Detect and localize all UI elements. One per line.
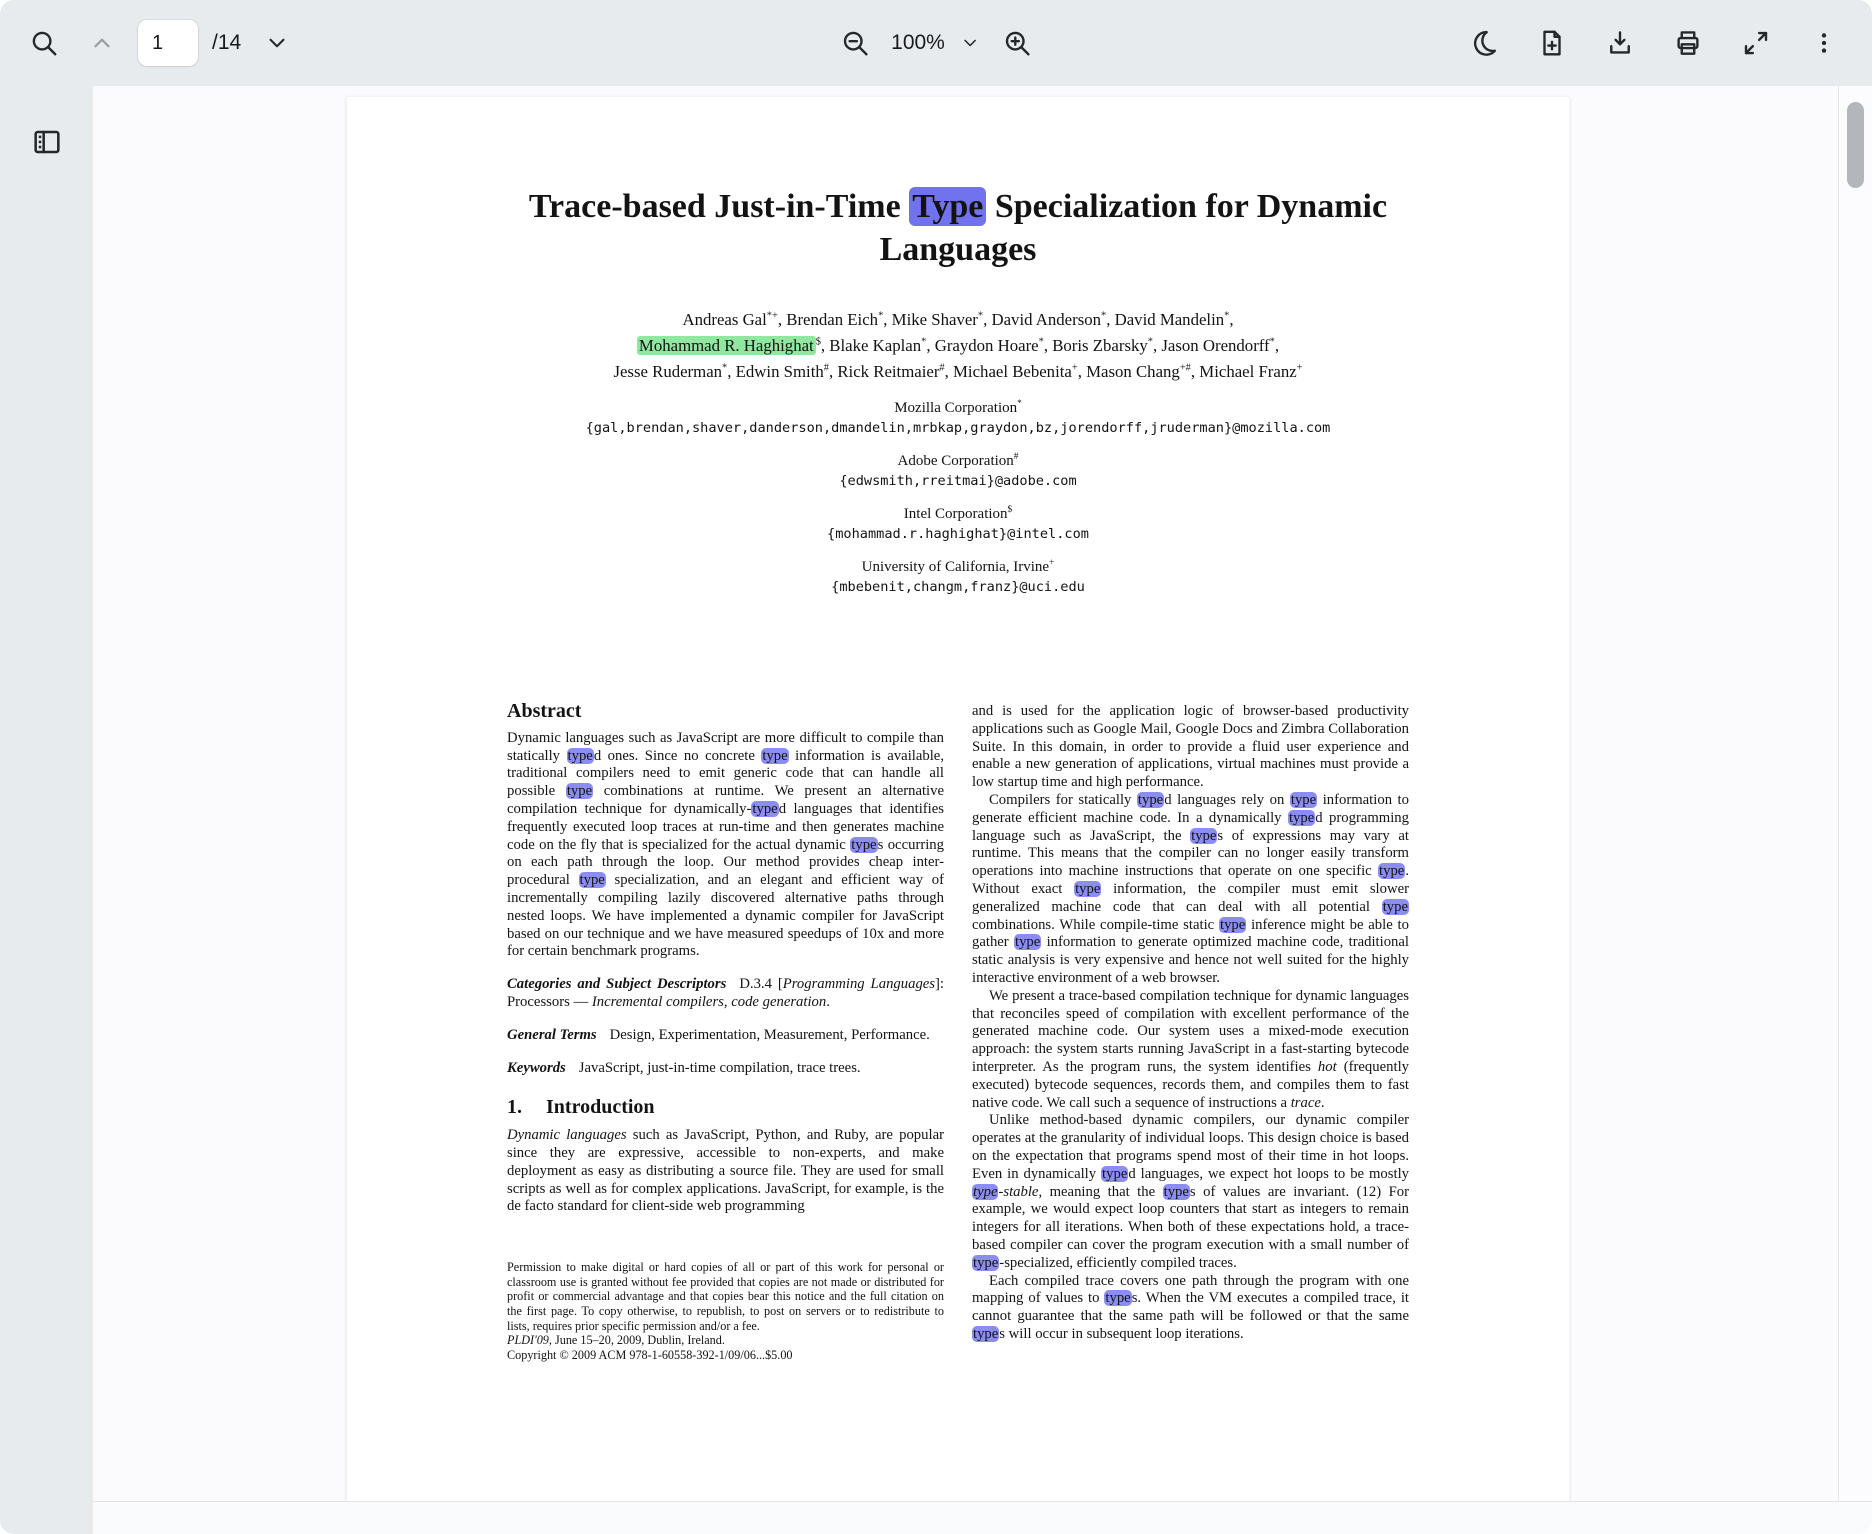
body-paragraph: Compilers for statically typed languages rely on type information to generate efficient machine code. In a dynamically typed programming language such as JavaScript, the types of expressions may vary at runtime. This means that the compiler can no longer easily transform operations into machine instructions that operate on one specific type. Without exact type information, the compiler must emit slower generalized machine code that can deal with all potential type combinations. While compile-time static type inference might be able to gather type information to generate optimized machine code, traditional static analysis is very expensive and hence not well suited for the highly interactive environment of a web browser. [972,791,1410,986]
document-plus-icon [1537,28,1567,58]
zoom-out-button[interactable] [833,21,877,65]
fullscreen-icon [1741,28,1771,58]
dark-mode-button[interactable] [1462,21,1506,65]
author-line: Mohammad R. Haghighat $, Blake Kaplan*, Graydon Hoare*, Boris Zbarsky*, Jason Orendorff*, [638,336,1280,355]
chevron-down-icon [264,30,290,56]
affiliation-email: {edwsmith,rreitmai}@adobe.com [839,473,1077,489]
intro-text: Dynamic languages such as JavaScript, Python, and Ruby, are popular since they are expressive, accessible to non-experts, and make deployment as easy as distributing a source file. They are used for small scripts as well as for complex applications. JavaScript, for example, is the de facto standard for client-side web programming [507,1127,944,1215]
affiliation-block [507,398,1409,438]
footnote-copyright: Copyright © 2009 ACM 978-1-60558-392-1/09/06...$5.00 [507,1347,793,1362]
affiliation-block [507,504,1409,544]
pdf-viewer-area [93,86,1872,1534]
page-count-label: /14 [212,31,242,54]
sidebar [0,86,93,1534]
download-button[interactable] [1598,21,1642,65]
body-paragraph: We present a trace-based compilation technique for dynamic languages that reconciles speed of compilation with excellent performance of the generated machine code. Our system uses a mixed-mode execution approach: the system starts running JavaScript in a fast-starting bytecode interpreter. As the program runs, the system identifies hot (frequently executed) bytecode sequences, records them, and compiles them to fast native code. We call such a sequence of instructions a trace. [972,987,1409,1111]
kebab-menu-icon [1811,30,1837,56]
viewer-content [0,86,1872,1534]
two-column-body [507,700,1410,1362]
footnote-venue: PLDI'09, June 15–20, 2009, Dublin, Ireland. [507,1333,725,1348]
zoom-out-icon [840,28,870,58]
affiliation-email: {gal,brendan,shaver,danderson,dmandelin,mrbkap,graydon,bz,jorendorff,jruderman}@mozilla.com [585,420,1331,436]
keywords-row: Keywords JavaScript, just-in-time compilation, trace trees. [507,1059,861,1076]
page-number-input[interactable] [138,20,198,66]
affiliation-block [507,557,1409,597]
sidebar-toggle-icon [31,126,63,158]
chevron-down-icon [960,33,980,53]
affiliation-name: Adobe Corporation# [897,452,1019,469]
sidebar-toggle-button[interactable] [25,120,69,164]
intro-heading: 1. Introduction [507,1096,655,1119]
author-list [507,307,1409,385]
left-column [507,700,945,1362]
zoom-in-icon [1002,28,1032,58]
affiliation-name: Mozilla Corporation* [894,399,1022,416]
body-paragraph: Unlike method-based dynamic compilers, our dynamic compiler operates at the granularity of individual loops. This design choice is based on the expectation that programs spend most of their time in hot loops. Even in dynamically typed languages, we expect hot loops to be mostly type-stable, meaning that the types of values are invariant. (12) For example, we would expect loop counters that start as integers to remain integers for all iterations. When both of these expectations hold, a trace-based compiler can cover the program execution with a small number of type-specialized, efficiently compiled traces. [972,1112,1409,1271]
author-line: Jesse Ruderman*, Edwin Smith#, Rick Reitmaier#, Michael Bebenita+, Mason Chang+#, Michael Franz+ [613,362,1303,381]
fullscreen-button[interactable] [1734,21,1778,65]
moon-icon [1469,28,1499,58]
add-document-button[interactable] [1530,21,1574,65]
author-line: Andreas Gal*+, Brendan Eich*, Mike Shaver*, David Anderson*, David Mandelin*, [682,310,1234,329]
footnote-permission: Permission to make digital or hard copies of all or part of this work for personal or classroom use is granted without fee provided that copies are not made or distributed for profit or commercial advantage and that copies bear this notice and the full citation on the first page. To copy otherwise, to republish, to post on servers or to redistribute to lists, requires prior specific permission and/or a fee. [507,1260,944,1333]
zoom-menu-button[interactable] [955,21,985,65]
horizontal-scrollbar[interactable] [93,1501,1872,1534]
body-paragraph: Each compiled trace covers one path through the program with one mapping of values to types. When the VM executes a compiled trace, it cannot guarantee that the same path will be followed or that the same types will occur in subsequent loop iterations. [972,1272,1409,1342]
chevron-up-icon [89,30,115,56]
body-paragraph: and is used for the application logic of browser-based productivity applications such as Google Mail, Google Docs and Zimbra Collaboration Suite. In this domain, in order to provide a fluid user experience and enable a new generation of applications, virtual machines must provide a low startup time and high performance. [972,703,1409,791]
overflow-menu-button[interactable] [1802,21,1846,65]
affiliation-block [507,451,1409,491]
affiliation-email: {mbebenit,changm,franz}@uci.edu [831,579,1085,595]
paper-title: Trace-based Just-in-Time Type Specialization for Dynamic Languages [528,188,1388,268]
vertical-scrollbar[interactable] [1838,86,1872,1501]
footnote [507,1260,944,1362]
zoom-in-button[interactable] [995,21,1039,65]
categories-row: Categories and Subject Descriptors D.3.4 [Programming Languages]: Processors — Incremental compilers, code generation. [507,976,945,1010]
affiliation-name: University of California, Irvine+ [861,558,1055,575]
print-button[interactable] [1666,21,1710,65]
toolbar [0,0,1872,86]
printer-icon [1673,28,1703,58]
vertical-scrollbar-thumb[interactable] [1847,102,1864,188]
download-icon [1605,28,1635,58]
search-button[interactable] [22,21,66,65]
zoom-level-label: 100% [891,31,945,54]
general-terms-row: General Terms Design, Experimentation, Measurement, Performance. [507,1026,930,1043]
abstract-heading: Abstract [507,700,582,722]
abstract-text: Dynamic languages such as JavaScript are more difficult to compile than statically typed ones. Since no concrete type information is available, traditional compilers need to emit generic code that can handle all possible type combinations at runtime. We present an alternative compilation technique for dynamically-typed languages that identifies frequently executed loop traces at run-time and then generates machine code on the fly that is specialized for the actual dynamic types occurring on each path through the loop. Our method provides cheap inter-procedural type specialization, and an elegant and efficient way of incrementally compiling lazily discovered alternative paths through nested loops. We have implemented a dynamic compiler for JavaScript based on our technique and we have measured speedups of 10x and more for certain benchmark programs. [507,729,944,960]
right-column [972,703,1409,1362]
search-icon [29,28,59,58]
affiliation-email: {mohammad.r.haghighat}@intel.com [827,526,1089,542]
affiliation-name: Intel Corporation$ [903,505,1013,522]
previous-page-button[interactable] [80,21,124,65]
pdf-page[interactable] [346,96,1570,1534]
next-page-button[interactable] [255,21,299,65]
